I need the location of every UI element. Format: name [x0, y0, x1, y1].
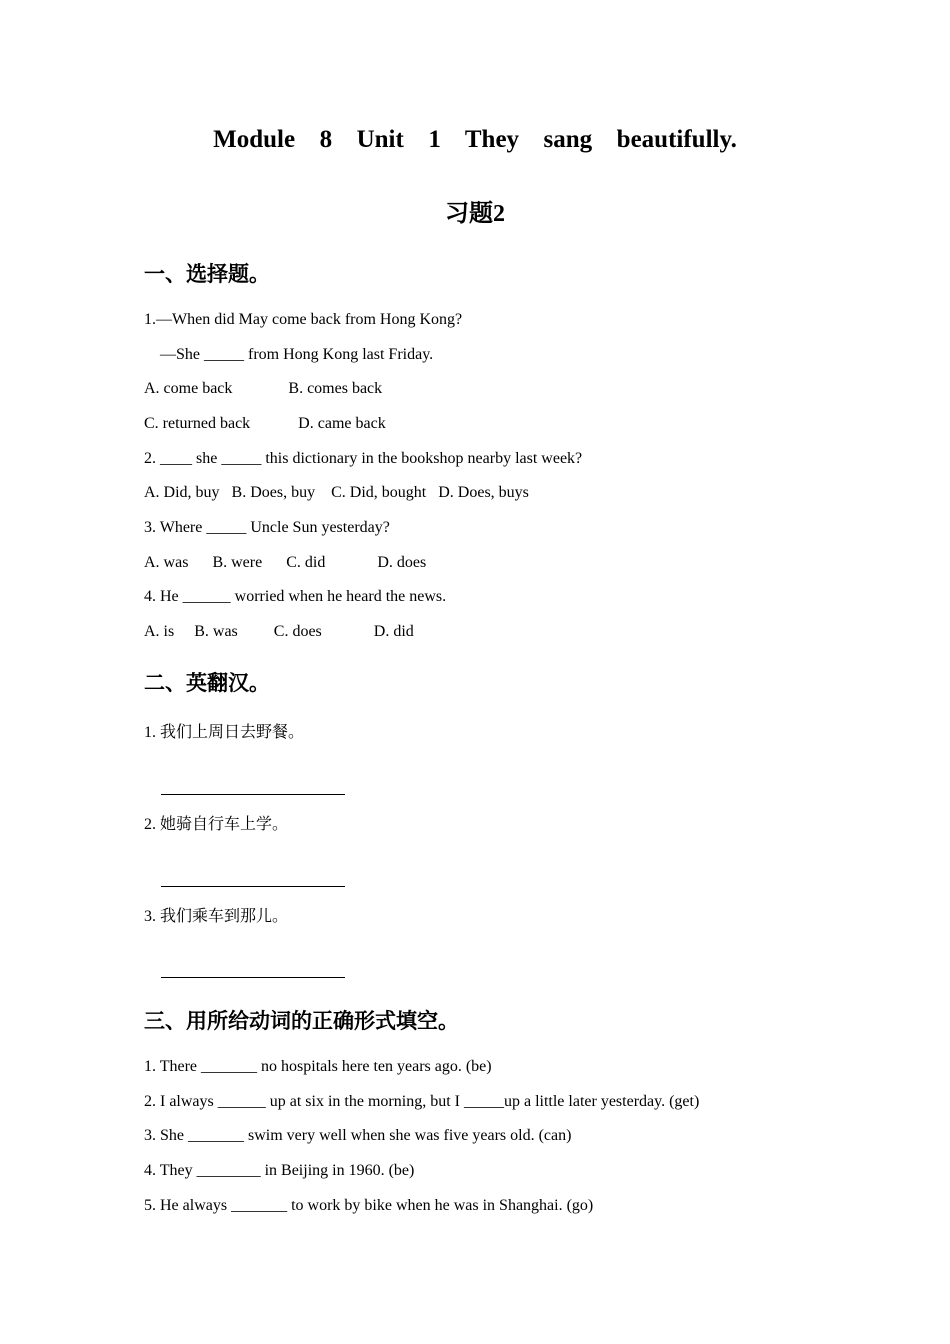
page-title: Module 8 Unit 1 They sang beautifully. [213, 126, 737, 153]
fill-item-5: 5. He always _______ to work by bike when he was in Shanghai. (go) [144, 1197, 594, 1214]
answer-line-2 [161, 886, 345, 887]
translation-item-2: 2. 她骑自行车上学。 [144, 816, 289, 833]
section-heading-fill-in-verbs: 三、用所给动词的正确形式填空。 [144, 1009, 459, 1033]
fill-item-2: 2. I always ______ up at six in the morning, but I _____up a little later yesterday. (get) [144, 1093, 700, 1110]
page-subtitle: 习题2 [445, 201, 505, 227]
question-4-line: 4. He ______ worried when he heard the news. [144, 588, 447, 605]
translation-item-3: 3. 我们乘车到那儿。 [144, 908, 289, 925]
translation-item-1: 1. 我们上周日去野餐。 [144, 724, 305, 741]
question-2-line: 2. ____ she _____ this dictionary in the bookshop nearby last week? [144, 450, 583, 467]
question-3-options: A. was B. were C. did D. does [144, 554, 427, 571]
fill-item-1: 1. There _______ no hospitals here ten years ago. (be) [144, 1058, 492, 1075]
question-1-answer-line: —She _____ from Hong Kong last Friday. [160, 346, 434, 363]
answer-line-1 [161, 794, 345, 795]
fill-item-3: 3. She _______ swim very well when she was five years old. (can) [144, 1127, 572, 1144]
question-3-line: 3. Where _____ Uncle Sun yesterday? [144, 519, 390, 536]
question-1-line: 1.—When did May come back from Hong Kong? [144, 311, 463, 328]
section-heading-translation: 二、英翻汉。 [144, 671, 270, 695]
question-4-options: A. is B. was C. does D. did [144, 623, 414, 640]
question-2-options: A. Did, buy B. Does, buy C. Did, bought D. Does, buys [144, 484, 529, 501]
section-heading-multiple-choice: 一、选择题。 [144, 262, 270, 286]
answer-line-3 [161, 977, 345, 978]
fill-item-4: 4. They ________ in Beijing in 1960. (be) [144, 1162, 415, 1179]
question-1-options-cd: C. returned back D. came back [144, 415, 386, 432]
question-1-options-ab: A. come back B. comes back [144, 380, 383, 397]
